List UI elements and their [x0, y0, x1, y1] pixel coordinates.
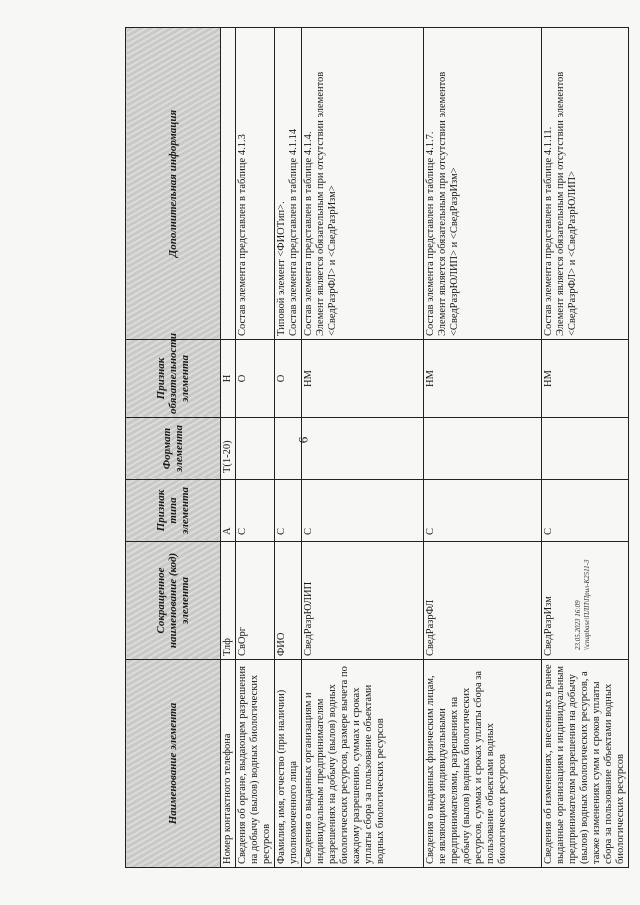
cell-code: СведРазрИзм: [542, 542, 629, 660]
document-footer: [574, 410, 608, 650]
header-element-code: Сокращенное наименование (код) элемента: [126, 542, 221, 660]
cell-type: С: [275, 480, 302, 542]
header-element-type: Признак типа элемента: [126, 480, 221, 542]
cell-type: С: [302, 480, 424, 542]
table-row: [424, 28, 542, 868]
table-row: [302, 28, 424, 868]
cell-format: [275, 418, 302, 480]
cell-format: [236, 418, 275, 480]
cell-info: [221, 28, 236, 340]
cell-name: Фамилия, имя, отчество (при наличии) уполномоченного лица: [275, 660, 302, 868]
cell-info: Состав элемента представлен в таблице 4.1.11. Элемент является обязательным при отсутствии элементов <СведРазрФЛ> и <СведРазрЮЛИП>: [542, 28, 629, 340]
table-row: [236, 28, 275, 868]
table-row: [221, 28, 236, 868]
cell-type: С: [424, 480, 542, 542]
cell-code: СвОрг: [236, 542, 275, 660]
cell-code: Тлф: [221, 542, 236, 660]
cell-required: Н: [221, 340, 236, 418]
cell-required: О: [275, 340, 302, 418]
table-header-row: [126, 28, 221, 868]
cell-info: Состав элемента представлен в таблице 4.1.7. Элемент является обязательным при отсутствии элементов <СведРазрЮЛИП> и <СведРазрИзм>: [424, 28, 542, 340]
cell-type: С: [542, 480, 629, 542]
cell-type: А: [221, 480, 236, 542]
cell-name: Сведения об органе, выдающем разрешения на добычу (вылов) водных биологических ресурсов: [236, 660, 275, 868]
cell-info: Состав элемента представлен в таблице 4.1.4. Элемент является обязательным при отсутствии элементов <СведРазрФЛ> и <СведРазрИзм>: [302, 28, 424, 340]
cell-format: [302, 418, 424, 480]
cell-name: Сведения об изменениях, внесенных в ранее выданные организациям и индивидуальным предпринимателям разрешения на добычу (вылов) водных биологических ресурсов, а также изменениях сумм и сроков уплаты сбора за пользование объектами водных биологических ресурсов: [542, 660, 629, 868]
cell-required: НМ: [302, 340, 424, 418]
cell-required: НМ: [542, 340, 629, 418]
cell-name: Сведения о выданных организациям и индивидуальным предпринимателям разрешениях на добычу (вылов) водных биологических ресурсов, размере вычета по каждому разрешению, суммах и сроках уплаты сбора за пользование объектами водных биологических ресурсов: [302, 660, 424, 868]
cell-code: СведРазрЮЛИП: [302, 542, 424, 660]
header-element-format: Формат элемента: [126, 418, 221, 480]
elements-table: [125, 27, 629, 868]
cell-name: Сведения о выданных физическим лицам, не являющимся индивидуальными предпринимателями, разрешениях на добычу (вылов) водных биологических ресурсов, суммах и сроках уплаты сбора за пользование объектами водных биологических ресурсов: [424, 660, 542, 868]
cell-code: ФИО: [275, 542, 302, 660]
cell-info: Типовой элемент <ФИОТип>. Состав элемента представлен в таблице 4.1.14: [275, 28, 302, 340]
footer-timestamp: 23.05.2023 16:09: [574, 600, 582, 650]
header-element-required: Признак обязательности элемента: [126, 340, 221, 418]
cell-format: T(1-20): [221, 418, 236, 480]
page-number: 6: [295, 436, 311, 444]
cell-code: СведРазрФЛ: [424, 542, 542, 660]
header-additional-info: Дополнительная информация: [126, 28, 221, 340]
cell-required: НМ: [424, 340, 542, 418]
cell-required: О: [236, 340, 275, 418]
cell-type: С: [236, 480, 275, 542]
cell-format: [424, 418, 542, 480]
footer-file-path: \\cnapbase\ПЛП\Прил-К2511-3: [583, 559, 591, 650]
header-element-name: Наименование элемента: [126, 660, 221, 868]
table-row: [275, 28, 302, 868]
cell-name: Номер контактного телефона: [221, 660, 236, 868]
cell-info: Состав элемента представлен в таблице 4.1.3: [236, 28, 275, 340]
